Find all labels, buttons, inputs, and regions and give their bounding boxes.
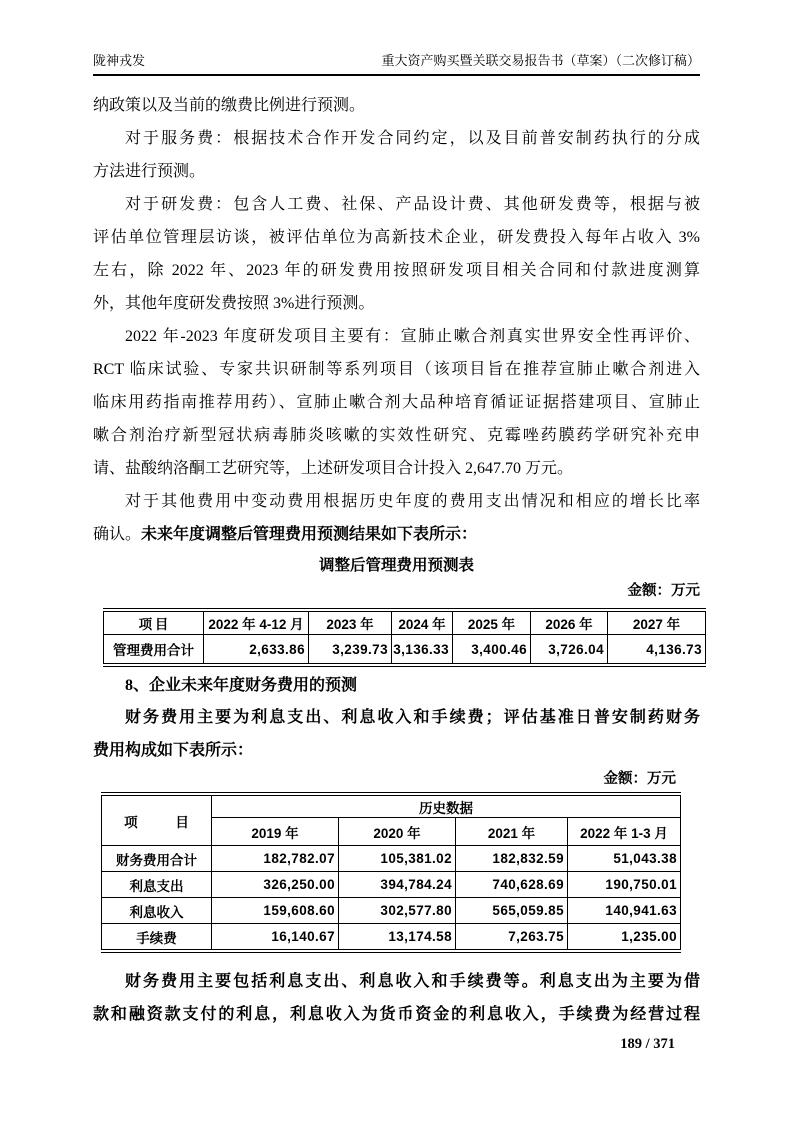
data-cell: 4,136.73 [608,635,706,666]
text-line: 方法进行预测。 [93,163,206,180]
table-header-row-group [102,794,681,818]
paragraph-contribution-policy [93,89,700,122]
paragraph-service-fee [93,122,700,188]
table-header-row [104,610,706,635]
section-heading-8: 8、企业未来年度财务费用的预测 [125,677,358,694]
text-line: 纳政策以及当前的缴费比例进行预测。 [93,97,366,114]
data-cell: 182,832.59 [456,846,568,872]
text-line: 对于研发费：包含人工费、社保、产品设计费、其他研发费等，根据与被 [125,196,700,213]
header-cell-2025: 2025 年 [453,610,531,635]
text-line: 嗽合剂治疗新型冠状病毒肺炎咳嗽的实效性研究、克霉唑药膜药学研究补充申 [93,427,700,444]
data-cell: 105,381.02 [339,846,456,872]
data-cell: 3,136.33 [392,635,453,666]
page-number: 189 / 371 [620,1036,675,1052]
text-normal: 确认。 [93,526,142,543]
data-cell: 7,263.75 [456,924,568,952]
text-line: 外，其他年度研发费按照 3%进行预测。 [93,295,375,312]
data-cell: 740,628.69 [456,872,568,898]
data-cell: 140,941.63 [568,898,681,924]
header-cell-item: 项 目 [102,794,212,846]
text-line: 款和融资款支付的利息，利息收入为货币资金的利息收入，手续费为经营过程 [93,1006,700,1023]
header-cell-item: 项目 [104,610,204,635]
paragraph-other-fee [93,485,700,551]
data-cell: 159,608.60 [212,898,339,924]
data-cell: 190,750.01 [568,872,681,898]
finance-expense-table [101,792,681,953]
table-row-finance-total [102,846,681,872]
header-cell-2022q1: 2022 年 1-3 月 [568,818,681,846]
data-cell: 13,174.58 [339,924,456,952]
header-cell-2026: 2026 年 [531,610,608,635]
data-cell: 182,782.07 [212,846,339,872]
text-line: 费用构成如下表所示： [93,742,254,759]
data-cell: 394,784.24 [339,872,456,898]
paragraph-finance-fee-detail [93,965,700,1031]
header-cell-2027: 2027 年 [608,610,706,635]
text-line: 请、盐酸纳洛酮工艺研究等，上述研发项目合计投入 2,647.70 万元。 [93,460,574,477]
data-cell: 1,235.00 [568,924,681,952]
text-line [93,518,700,551]
admin-expense-table-title: 调整后管理费用预测表 [318,557,474,574]
header-company-name: 陇神戎发 [93,53,146,68]
table-row-handling-fee [102,924,681,952]
data-cell: 2,633.86 [204,635,309,666]
row-label: 利息收入 [102,898,212,924]
table-row-interest-income [102,898,681,924]
row-label: 管理费用合计 [104,635,204,666]
data-cell: 565,059.85 [456,898,568,924]
text-line: 财务费用主要包括利息支出、利息收入和手续费等。利息支出为主要为借 [125,973,700,990]
page-content [93,89,700,1031]
data-cell: 51,043.38 [568,846,681,872]
table-row-interest-expense [102,872,681,898]
paragraph-finance-fee-intro [93,701,700,767]
unit-label-finance-table: 金额：万元 [603,771,676,787]
header-cell-2023: 2023 年 [309,610,392,635]
text-line: 对于服务费：根据技术合作开发合同约定，以及目前普安制药执行的分成 [125,130,700,147]
data-cell: 3,239.73 [309,635,392,666]
row-label: 手续费 [102,924,212,952]
text-line: RCT 临床试验、专家共识研制等系列项目（该项目旨在推荐宣肺止嗽合剂进入 [93,361,700,378]
paragraph-rd-projects [93,320,700,485]
text-bold-lead-in: 未来年度调整后管理费用预测结果如下表所示： [141,526,478,543]
data-cell: 302,577.80 [339,898,456,924]
header-document-title: 重大资产购买暨关联交易报告书（草案）（二次修订稿） [381,53,700,68]
header-cell-2024: 2024 年 [392,610,453,635]
header-cell-2019: 2019 年 [212,818,339,846]
admin-expense-table [103,608,706,667]
text-line: 对于其他费用中变动费用根据历史年度的费用支出情况和相应的增长比率 [125,493,700,510]
row-label: 利息支出 [102,872,212,898]
header-cell-historical-data: 历史数据 [212,794,681,818]
text-line: 财务费用主要为利息支出、利息收入和手续费；评估基准日普安制药财务 [125,709,700,726]
text-line: 临床用药指南推荐用药）、宣肺止嗽合剂大品种培育循证证据搭建项目、宣肺止 [93,394,700,411]
table-row-admin-total [104,635,706,666]
data-cell: 16,140.67 [212,924,339,952]
text-line: 评估单位管理层访谈，被评估单位为高新技术企业，研发费投入每年占收入 3% [93,229,700,246]
header-cell-2020: 2020 年 [339,818,456,846]
text-line: 左右，除 2022 年、2023 年的研发费用按照研发项目相关合同和付款进度测算 [93,262,700,279]
row-label: 财务费用合计 [102,846,212,872]
paragraph-rd-fee [93,188,700,320]
header-cell-2022: 2022 年 4-12 月 [204,610,309,635]
header-cell-2021: 2021 年 [456,818,568,846]
data-cell: 3,400.46 [453,635,531,666]
data-cell: 326,250.00 [212,872,339,898]
data-cell: 3,726.04 [531,635,608,666]
unit-label-admin-table: 金额：万元 [627,583,700,599]
text-line: 2022 年-2023 年度研发项目主要有：宣肺止嗽合剂真实世界安全性再评价、 [125,328,700,345]
page-header [93,0,700,76]
